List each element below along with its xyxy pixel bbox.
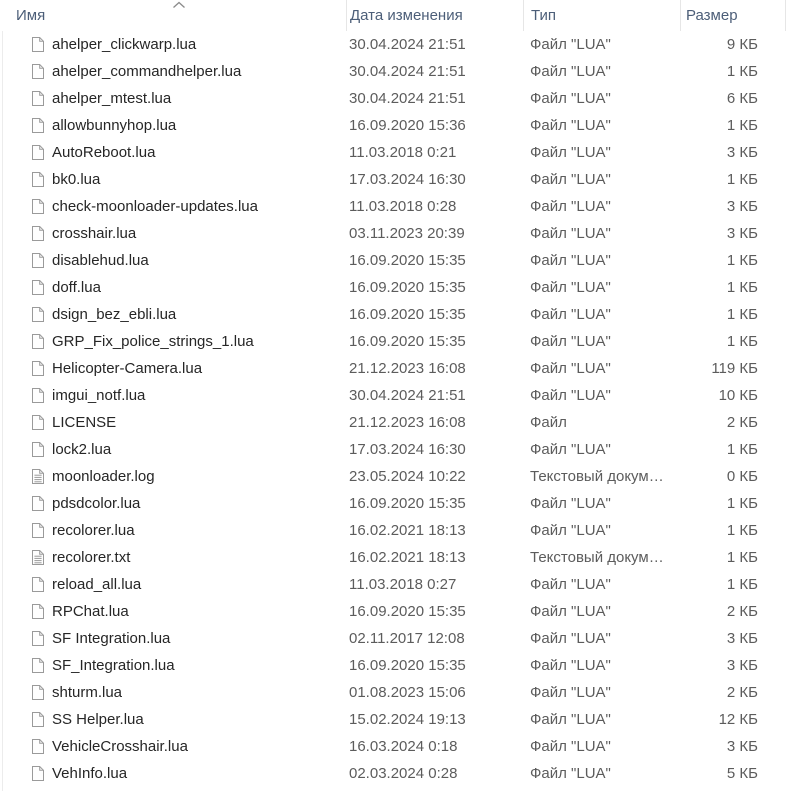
file-row[interactable] <box>0 463 798 490</box>
file-name: SF_Integration.lua <box>52 657 175 674</box>
file-size: 1 КБ <box>726 549 758 566</box>
file-type: Файл "LUA" <box>530 117 611 134</box>
file-date-modified: 30.04.2024 21:51 <box>349 387 466 404</box>
file-name: VehInfo.lua <box>52 765 128 782</box>
file-type: Файл "LUA" <box>530 495 611 512</box>
file-date-modified: 16.03.2024 0:18 <box>349 738 458 755</box>
blank-file-icon <box>31 360 45 377</box>
file-size: 119 КБ <box>711 360 758 377</box>
file-name: imgui_notf.lua <box>52 387 146 404</box>
file-type: Файл "LUA" <box>530 630 611 647</box>
file-date-modified: 16.09.2020 15:36 <box>349 117 466 134</box>
file-size: 3 КБ <box>726 144 758 161</box>
file-type: Файл "LUA" <box>530 576 611 593</box>
blank-file-icon <box>31 684 45 701</box>
file-name: ahelper_clickwarp.lua <box>52 36 197 53</box>
file-row[interactable] <box>0 625 798 652</box>
blank-file-icon <box>31 90 45 107</box>
file-name: doff.lua <box>52 279 101 296</box>
file-name: RPChat.lua <box>52 603 129 620</box>
file-size: 3 КБ <box>726 657 758 674</box>
file-type: Текстовый докум… <box>530 468 664 485</box>
file-row[interactable] <box>0 31 798 58</box>
file-size: 1 КБ <box>726 252 758 269</box>
column-header-type[interactable] <box>523 0 680 31</box>
file-row[interactable] <box>0 166 798 193</box>
blank-file-icon <box>31 441 45 458</box>
file-type: Файл "LUA" <box>530 522 611 539</box>
file-size: 1 КБ <box>726 279 758 296</box>
file-date-modified: 16.02.2021 18:13 <box>349 549 466 566</box>
file-row[interactable] <box>0 436 798 463</box>
file-row[interactable] <box>0 328 798 355</box>
file-size: 1 КБ <box>726 576 758 593</box>
blank-file-icon <box>31 36 45 53</box>
blank-file-icon <box>31 630 45 647</box>
file-name: AutoReboot.lua <box>52 144 156 161</box>
file-date-modified: 16.09.2020 15:35 <box>349 306 466 323</box>
file-row[interactable] <box>0 652 798 679</box>
file-type: Файл <box>530 414 567 431</box>
file-size: 10 КБ <box>718 387 758 404</box>
text-file-icon <box>31 468 45 485</box>
file-row[interactable] <box>0 706 798 733</box>
file-type: Файл "LUA" <box>530 225 611 242</box>
file-date-modified: 03.11.2023 20:39 <box>349 225 465 242</box>
file-type: Файл "LUA" <box>530 171 611 188</box>
file-row[interactable] <box>0 355 798 382</box>
file-type: Файл "LUA" <box>530 252 611 269</box>
file-row[interactable] <box>0 247 798 274</box>
file-name: SS Helper.lua <box>52 711 144 728</box>
file-row[interactable] <box>0 679 798 706</box>
file-size: 1 КБ <box>726 117 758 134</box>
column-headers-row <box>0 0 798 31</box>
blank-file-icon <box>31 171 45 188</box>
file-size: 3 КБ <box>726 198 758 215</box>
file-name: pdsdcolor.lua <box>52 495 141 512</box>
file-type: Файл "LUA" <box>530 441 611 458</box>
file-date-modified: 02.03.2024 0:28 <box>349 765 458 782</box>
file-row[interactable] <box>0 85 798 112</box>
blank-file-icon <box>31 387 45 404</box>
file-size: 0 КБ <box>726 468 758 485</box>
blank-file-icon <box>31 522 45 539</box>
file-date-modified: 16.02.2021 18:13 <box>349 522 466 539</box>
file-date-modified: 21.12.2023 16:08 <box>349 360 466 377</box>
file-name: ahelper_mtest.lua <box>52 90 172 107</box>
file-name: VehicleCrosshair.lua <box>52 738 188 755</box>
blank-file-icon <box>31 333 45 350</box>
file-type: Файл "LUA" <box>530 63 611 80</box>
blank-file-icon <box>31 603 45 620</box>
blank-file-icon <box>31 198 45 215</box>
file-size: 2 КБ <box>726 414 758 431</box>
blank-file-icon <box>31 657 45 674</box>
file-list <box>0 31 798 787</box>
column-header-date-modified[interactable] <box>346 0 523 31</box>
file-row[interactable] <box>0 112 798 139</box>
file-type: Файл "LUA" <box>530 198 611 215</box>
blank-file-icon <box>31 144 45 161</box>
blank-file-icon <box>31 765 45 782</box>
column-header-size[interactable] <box>680 0 786 31</box>
file-name: ahelper_commandhelper.lua <box>52 63 242 80</box>
file-date-modified: 16.09.2020 15:35 <box>349 279 466 296</box>
blank-file-icon <box>31 63 45 80</box>
file-type: Файл "LUA" <box>530 657 611 674</box>
file-date-modified: 17.03.2024 16:30 <box>349 171 466 188</box>
blank-file-icon <box>31 252 45 269</box>
file-name: Helicopter-Camera.lua <box>52 360 203 377</box>
file-size: 6 КБ <box>726 90 758 107</box>
file-name: LICENSE <box>52 414 117 431</box>
file-date-modified: 16.09.2020 15:35 <box>349 252 466 269</box>
blank-file-icon <box>31 279 45 296</box>
file-type: Файл "LUA" <box>530 387 611 404</box>
file-row[interactable] <box>0 301 798 328</box>
file-type: Файл "LUA" <box>530 333 611 350</box>
file-type: Файл "LUA" <box>530 279 611 296</box>
blank-file-icon <box>31 414 45 431</box>
file-size: 5 КБ <box>726 765 758 782</box>
column-header-label: Дата изменения <box>350 7 463 24</box>
blank-file-icon <box>31 495 45 512</box>
file-row[interactable] <box>0 139 798 166</box>
file-row[interactable] <box>0 598 798 625</box>
file-date-modified: 17.03.2024 16:30 <box>349 441 466 458</box>
text-file-icon <box>31 549 45 566</box>
file-date-modified: 30.04.2024 21:51 <box>349 63 466 80</box>
blank-file-icon <box>31 738 45 755</box>
file-date-modified: 16.09.2020 15:35 <box>349 495 466 512</box>
file-size: 12 КБ <box>718 711 758 728</box>
file-name: SF Integration.lua <box>52 630 171 647</box>
file-type: Файл "LUA" <box>530 306 611 323</box>
file-type: Файл "LUA" <box>530 36 611 53</box>
file-size: 1 КБ <box>726 441 758 458</box>
file-row[interactable] <box>0 544 798 571</box>
file-row[interactable] <box>0 571 798 598</box>
file-date-modified: 15.02.2024 19:13 <box>349 711 466 728</box>
file-size: 3 КБ <box>726 630 758 647</box>
file-row[interactable] <box>0 193 798 220</box>
file-date-modified: 30.04.2024 21:51 <box>349 36 466 53</box>
file-size: 2 КБ <box>726 603 758 620</box>
file-date-modified: 16.09.2020 15:35 <box>349 657 466 674</box>
file-date-modified: 16.09.2020 15:35 <box>349 333 466 350</box>
file-size: 3 КБ <box>726 738 758 755</box>
file-date-modified: 11.03.2018 0:21 <box>349 144 457 161</box>
file-type: Файл "LUA" <box>530 144 611 161</box>
file-type: Файл "LUA" <box>530 738 611 755</box>
file-size: 1 КБ <box>726 306 758 323</box>
file-name: GRP_Fix_police_strings_1.lua <box>52 333 254 350</box>
blank-file-icon <box>31 576 45 593</box>
file-size: 1 КБ <box>726 63 758 80</box>
file-name: lock2.lua <box>52 441 112 458</box>
file-size: 1 КБ <box>726 171 758 188</box>
file-row[interactable] <box>0 760 798 787</box>
file-size: 2 КБ <box>726 684 758 701</box>
file-date-modified: 23.05.2024 10:22 <box>349 468 466 485</box>
file-name: bk0.lua <box>52 171 101 188</box>
file-row[interactable] <box>0 274 798 301</box>
column-header-name[interactable] <box>2 0 346 31</box>
file-date-modified: 01.08.2023 15:06 <box>349 684 466 701</box>
file-date-modified: 11.03.2018 0:28 <box>349 198 457 215</box>
file-type: Файл "LUA" <box>530 90 611 107</box>
file-name: allowbunnyhop.lua <box>52 117 177 134</box>
file-name: reload_all.lua <box>52 576 142 593</box>
sort-ascending-chevron-icon <box>172 1 186 9</box>
column-header-label: Тип <box>531 7 557 24</box>
file-size: 1 КБ <box>726 495 758 512</box>
file-date-modified: 16.09.2020 15:35 <box>349 603 466 620</box>
file-size: 9 КБ <box>726 36 758 53</box>
file-type: Файл "LUA" <box>530 603 611 620</box>
file-date-modified: 02.11.2017 12:08 <box>349 630 465 647</box>
file-type: Файл "LUA" <box>530 684 611 701</box>
file-row[interactable] <box>0 382 798 409</box>
file-date-modified: 21.12.2023 16:08 <box>349 414 466 431</box>
file-row[interactable] <box>0 220 798 247</box>
file-size: 1 КБ <box>726 333 758 350</box>
file-name: dsign_bez_ebli.lua <box>52 306 177 323</box>
file-row[interactable] <box>0 409 798 436</box>
file-name: recolorer.txt <box>52 549 131 566</box>
blank-file-icon <box>31 711 45 728</box>
file-type: Файл "LUA" <box>530 765 611 782</box>
file-name: crosshair.lua <box>52 225 137 242</box>
file-name: shturm.lua <box>52 684 123 701</box>
file-size: 1 КБ <box>726 522 758 539</box>
file-row[interactable] <box>0 733 798 760</box>
file-type: Текстовый докум… <box>530 549 664 566</box>
file-name: moonloader.log <box>52 468 155 485</box>
file-type: Файл "LUA" <box>530 711 611 728</box>
column-header-label: Размер <box>686 7 738 24</box>
file-name: disablehud.lua <box>52 252 149 269</box>
blank-file-icon <box>31 225 45 242</box>
file-row[interactable] <box>0 58 798 85</box>
file-name: recolorer.lua <box>52 522 135 539</box>
file-type: Файл "LUA" <box>530 360 611 377</box>
file-row[interactable] <box>0 490 798 517</box>
file-size: 3 КБ <box>726 225 758 242</box>
column-header-label: Имя <box>16 7 46 24</box>
file-date-modified: 11.03.2018 0:27 <box>349 576 457 593</box>
blank-file-icon <box>31 306 45 323</box>
file-name: check-moonloader-updates.lua <box>52 198 258 215</box>
file-date-modified: 30.04.2024 21:51 <box>349 90 466 107</box>
file-row[interactable] <box>0 517 798 544</box>
blank-file-icon <box>31 117 45 134</box>
